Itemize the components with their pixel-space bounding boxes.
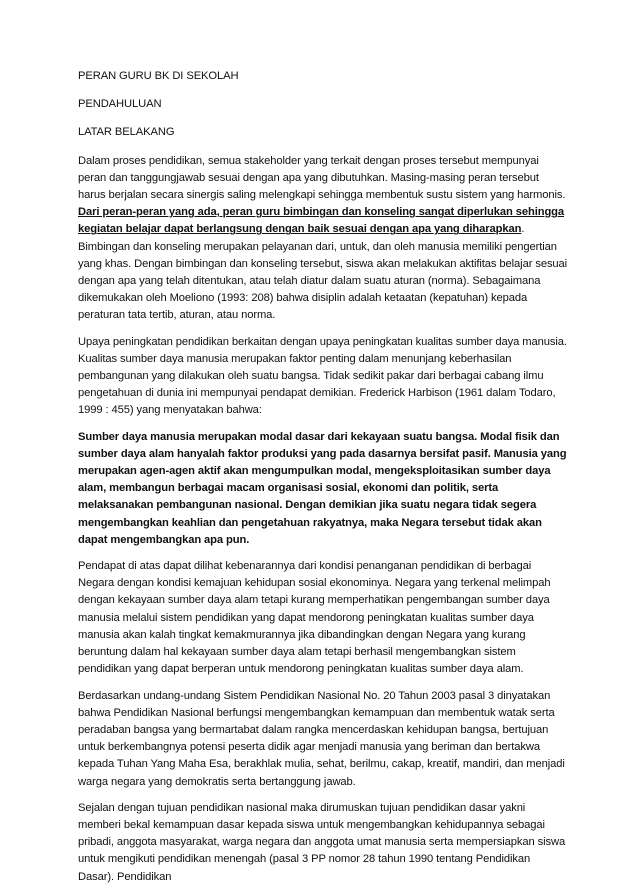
paragraph-5: Berdasarkan undang-undang Sistem Pendidikan Nasional No. 20 Tahun 2003 pasal 3 dinyatakan bahwa Pendidikan Nasional berfungsi mengembangkan kemampuan dan membentuk watak serta peradaban bangsa yang bermartabat dalam rangka mencerdaskan kehidupan bangsa, bertujuan untuk berkembangnya potensi peserta didik agar menjadi manusia yang beriman dan bertakwa kepada Tuhan Yang Maha Esa, berakhlak mulia, sehat, berilmu, cakap, kreatif, mandiri, dan menjadi warga negara yang demokratis serta bertanggung jawab.: [78, 689, 565, 788]
quote-paragraph: Sumber daya manusia merupakan modal dasar dari kekayaan suatu bangsa. Modal fisik dan sumber daya alam hanyalah faktor produksi yang pada dasarnya bersifat pasif. Manusia yang merupakan agen-agen aktif akan mengumpulkan modal, mengeksploitasikan sumber daya alam, membangun berbagai macam organisasi sosial, ekonomi dan politik, serta melaksanakan pembangunan nasional. Dengan demikian jika suatu negara tidak segera mengembangkan keahlian dan pengetahuan rakyatnya, maka Negara tersebut tidak akan dapat mengembangkan apa pun.: [78, 430, 567, 546]
paragraph-2: Upaya peningkatan pendidikan berkaitan dengan upaya peningkatan kualitas sumber daya manusia. Kualitas sumber daya manusia merupakan faktor penting dalam menunjang keberhasilan pembangunan yang dilakukan oleh suatu bangsa. Tidak sedikit pakar dari berbagai cabang ilmu pengetahuan di dunia ini mempunyai pendapat demikian. Frederick Harbison (1961 dalam Todaro, 1999 : 455) yang menyatakan bahwa:: [78, 335, 567, 417]
subsection-heading: LATAR BELAKANG: [78, 126, 175, 139]
paragraph-1-text-b: . Bimbingan dan konseling merupakan pelayanan dari, untuk, dan oleh manusia memiliki pengertian yang khas. Dengan bimbingan dan konseling tersebut, siswa akan melakukan aktifitas belajar sesuai dengan apa yang telah ditentukan, atau telah diatur dalam suatu aturan (norma). Sebagaimana dikemukakan oleh Moeliono (1993: 208) bahwa disiplin adalah ketaatan (kepatuhan) kepada peraturan tata tertib, aturan, atau norma.: [78, 223, 568, 322]
paragraph-4: Pendapat di atas dapat dilihat kebenarannya dari kondisi penanganan pendidikan di berbagai Negara dengan kondisi kemajuan kehidupan sosial ekonominya. Negara yang terkenal melimpah dengan kekayaan sumber daya alam tetapi kurang memperhatikan pengembangan sumber daya manusia melalui sistem pendidikan yang dapat mendorong peningkatan kualitas sumber daya manusia akan kalah tingkat kemakmurannya jika dibandingkan dengan Negara yang kurang beruntung dalam hal kekayaan sumber daya alam tetapi berhasil mengembangkan sistem pendidikan yang dapat berperan untuk mendorong peningkatan kualitas sumber daya alam.: [78, 560, 551, 676]
document-title: PERAN GURU BK DI SEKOLAH: [78, 70, 239, 82]
document-page: [78, 68, 568, 895]
paragraph-6: Sejalan dengan tujuan pendidikan nasional maka dirumuskan tujuan pendidikan dasar yakni memberi bekal kemampuan dasar kepada siswa untuk mengembangkan kehidupannya sebagai pribadi, anggota masyarakat, warga negara dan anggota umat manusia serta mempersiapkan siswa untuk mengikuti pendidikan menengah (pasal 3 PP nomor 28 tahun 1990 tentang Pendidikan Dasar). Pendidikan: [78, 801, 566, 883]
section-heading: PENDAHULUAN: [78, 98, 162, 111]
paragraph-1: [78, 153, 568, 325]
paragraph-1-text-a: Dalam proses pendidikan, semua stakeholder yang terkait dengan proses tersebut mempunyai peran dan tanggungjawab sesuai dengan apa yang dibutuhkan. Masing-masing peran tersebut harus berjalan secara sinergis saling melengkapi sehingga membentuk sustu sistem yang harmonis.: [78, 154, 566, 202]
paragraph-1-underlined: Dari peran-peran yang ada, peran guru bimbingan dan konseling sangat diperlukan sehingga kegiatan belajar dapat berlangsung dengan baik sesuai dengan apa yang diharapkan: [78, 206, 565, 236]
